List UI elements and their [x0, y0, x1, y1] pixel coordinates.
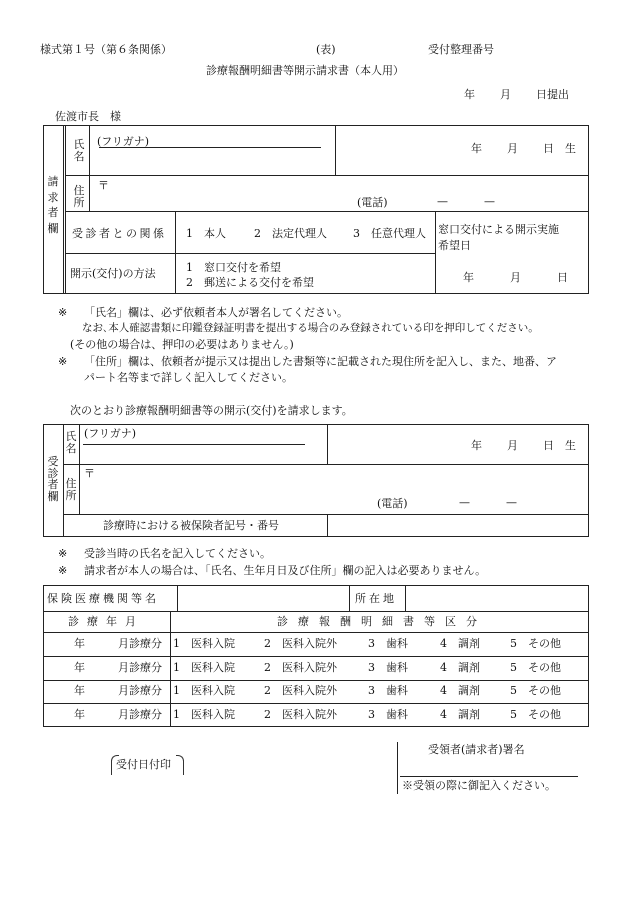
- submit-date-month: 月: [500, 88, 511, 101]
- receipt-number-label: 受付整理番号: [428, 43, 494, 56]
- relation-option-legal-agent: 2 法定代理人: [254, 227, 327, 240]
- requester-birth-year: 年: [471, 142, 482, 155]
- window-date-day: 日: [557, 271, 568, 284]
- requester-birth-month: 月: [507, 142, 518, 155]
- front-mark: (表): [316, 43, 336, 56]
- method-label: 開示(交付)の方法: [70, 267, 156, 280]
- requester-furigana: (フリガナ): [97, 135, 150, 148]
- form-number: 様式第１号（第６条関係）: [40, 43, 172, 56]
- request-sentence: 次のとおり診療報酬明細書等の開示(交付)を請求します。: [70, 404, 353, 417]
- recipient-label: 受領者(請求者)署名: [428, 743, 525, 756]
- requester-birth-day: 日: [543, 142, 554, 155]
- note-address-1: 「住所」欄は、依頼者が提示又は提出した書類等に記載された現住所を記入し、また、地番、ア: [84, 355, 557, 368]
- relation-option-voluntary-agent: 3 任意代理人: [353, 227, 426, 240]
- requester-phone-dash-2: —: [484, 195, 495, 208]
- patient-address-label: 住 所: [65, 477, 77, 502]
- relation-option-self: 1 本人: [186, 227, 226, 240]
- requester-section-label: 請 求 者 欄: [47, 175, 59, 235]
- recipient-signature-line: [400, 776, 578, 777]
- note-mark: ※: [58, 355, 68, 368]
- method-option-mail: 2 郵送による交付を希望: [186, 276, 314, 289]
- insured-number-label: 診療時における被保険者記号・番号: [103, 519, 279, 532]
- note-seal-other: (その他の場合は、押印の必要はありません。): [70, 338, 294, 351]
- window-date-month: 月: [510, 271, 521, 284]
- note-mark: ※: [58, 547, 68, 560]
- window-date-year: 年: [463, 271, 474, 284]
- patient-phone-label: (電話): [377, 497, 408, 510]
- form-title: 診療報酬明細書等開示請求書（本人用）: [206, 64, 404, 77]
- requester-name-label: 氏 名: [73, 138, 85, 163]
- requester-phone-label: (電話): [357, 196, 388, 209]
- month-header: 診療年月: [68, 615, 144, 628]
- requester-phone-dash-1: —: [437, 195, 448, 208]
- patient-birth-suffix: 生: [565, 439, 576, 452]
- relation-label: 受診者との関係: [72, 227, 167, 240]
- stamp-bracket-right: [176, 755, 184, 775]
- note-patient-name: 受診当時の氏名を記入してください。: [84, 547, 271, 560]
- category-header: 診療報酬明細書等区分: [277, 615, 487, 628]
- patient-furigana: (フリガナ): [84, 427, 137, 440]
- method-option-window: 1 窓口交付を希望: [186, 261, 281, 274]
- note-mark: ※: [58, 564, 68, 577]
- patient-birth-day: 日: [543, 439, 554, 452]
- note-self-request: 請求者が本人の場合は、「氏名、生年月日及び住所」欄の記入は必要ありません。: [84, 564, 487, 577]
- patient-name-label: 氏 名: [65, 430, 77, 455]
- note-address-2: パート名等まで詳しく記入してください。: [84, 371, 293, 384]
- submit-date-day: 日提出: [536, 88, 569, 101]
- requester-birth-suffix: 生: [565, 142, 576, 155]
- location-label: 所在地: [355, 592, 397, 605]
- patient-birth-year: 年: [471, 439, 482, 452]
- patient-phone-dash-1: —: [459, 496, 470, 509]
- note-seal: なお､本人確認書類に印鑑登録証明書を提出する場合のみ登録されている印を押印してください。: [82, 322, 539, 334]
- requester-postal-mark: 〒: [98, 179, 109, 192]
- submit-date-year: 年: [464, 88, 475, 101]
- patient-phone-dash-2: —: [506, 496, 517, 509]
- institution-label: 保険医療機関等名: [47, 592, 159, 605]
- patient-postal-mark: 〒: [84, 467, 95, 480]
- window-date-label-1: 窓口交付による開示実施: [438, 223, 559, 236]
- patient-section-label: 受 診 者 欄: [47, 455, 59, 503]
- note-name-sign: 「氏名」欄は、必ず依頼者本人が署名してください。: [84, 306, 348, 319]
- recipient-divider: [397, 742, 398, 794]
- window-date-label-2: 希望日: [438, 239, 471, 252]
- recipient-note: ※受領の際に御記入ください。: [402, 779, 556, 792]
- addressee: 佐渡市長 様: [55, 110, 121, 123]
- stamp-label: 受付日付印: [116, 758, 171, 771]
- note-mark: ※: [58, 306, 68, 319]
- requester-address-label: 住 所: [73, 184, 85, 209]
- patient-birth-month: 月: [507, 439, 518, 452]
